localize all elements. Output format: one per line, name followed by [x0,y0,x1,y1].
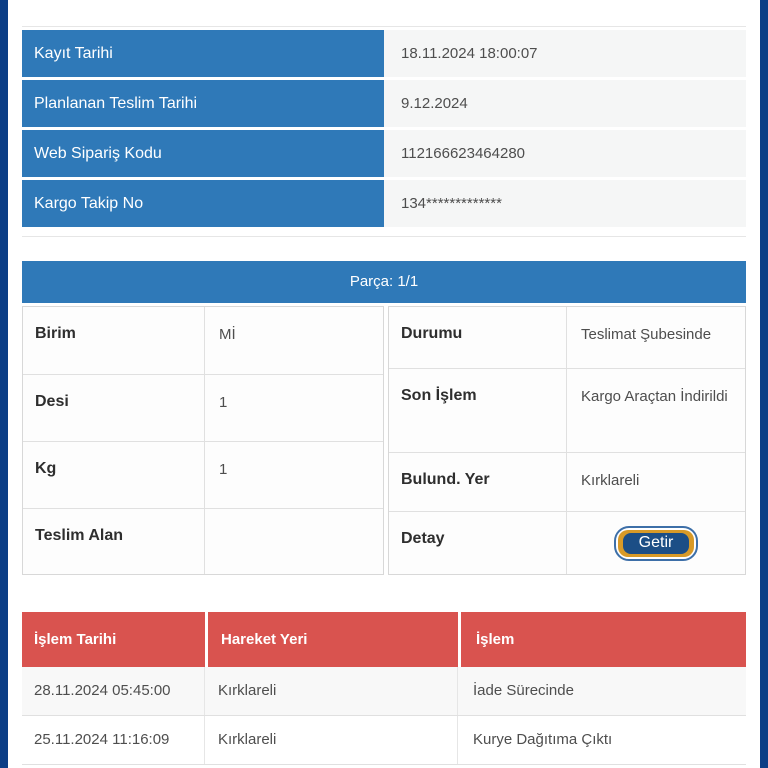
table-row [22,667,746,716]
parcel-value-durumu: Teslimat Şubesinde [581,326,712,343]
table-row [23,307,383,374]
shipment-info-table [22,26,746,237]
parcel-value-desi: 1 [219,394,228,411]
history-cell-action: İade Sürecinde [473,682,574,699]
table-row [22,180,746,227]
parcel-value-birim: Mİ [219,326,236,343]
parcel-value-teslim-alan [205,509,383,574]
table-row [23,374,383,441]
table-row [389,452,745,511]
parcel-label-bulund-yer: Bulund. Yer [389,453,567,511]
parcel-section [22,261,746,575]
history-cell-action: Kurye Dağıtıma Çıktı [473,731,613,748]
parcel-label-birim: Birim [23,307,205,374]
parcel-body [22,306,746,575]
table-row [22,716,746,765]
table-row [23,508,383,574]
parcel-label-teslim-alan: Teslim Alan [23,509,205,574]
table-row [389,368,745,452]
parcel-value-kg: 1 [219,461,228,478]
info-value-web-siparis-kodu: 112166623464280 [384,130,746,177]
info-value-kargo-takip-no: 134************* [384,180,746,227]
table-row [389,307,745,368]
parcel-value-detay [567,512,745,574]
history-header-islem: İşlem [461,612,746,667]
history-cell-location: Kırklareli [205,716,458,764]
info-label-web-siparis-kodu: Web Sipariş Kodu [22,130,384,177]
table-row [23,441,383,508]
history-header-row [22,612,746,667]
parcel-right-table [388,306,746,575]
getir-button-label: Getir [623,533,690,554]
info-label-kayit-tarihi: Kayıt Tarihi [22,30,384,77]
table-row [22,80,746,127]
movement-history-table [22,612,746,765]
table-row [22,30,746,77]
parcel-value-bulund-yer: Kırklareli [581,472,640,489]
table-row [389,511,745,574]
history-cell-date: 28.11.2024 05:45:00 [22,667,205,715]
info-label-kargo-takip-no: Kargo Takip No [22,180,384,227]
history-header-islem-tarihi: İşlem Tarihi [22,612,205,667]
parcel-label-son-islem: Son İşlem [389,369,567,452]
parcel-left-table [22,306,384,575]
getir-button[interactable] [614,526,699,561]
table-row [22,130,746,177]
info-value-planlanan-teslim: 9.12.2024 [384,80,746,127]
parcel-header: Parça: 1/1 [22,261,746,303]
history-cell-location: Kırklareli [205,667,458,715]
parcel-label-desi: Desi [23,375,205,441]
parcel-value-son-islem: Kargo Araçtan İndirildi [581,388,728,405]
parcel-label-durumu: Durumu [389,307,567,368]
info-label-planlanan-teslim: Planlanan Teslim Tarihi [22,80,384,127]
history-cell-date: 25.11.2024 11:16:09 [22,716,205,764]
history-header-hareket-yeri: Hareket Yeri [208,612,458,667]
getir-button-gold-ring [618,530,695,557]
parcel-label-detay: Detay [389,512,567,574]
info-value-kayit-tarihi: 18.11.2024 18:00:07 [384,30,746,77]
parcel-label-kg: Kg [23,442,205,508]
